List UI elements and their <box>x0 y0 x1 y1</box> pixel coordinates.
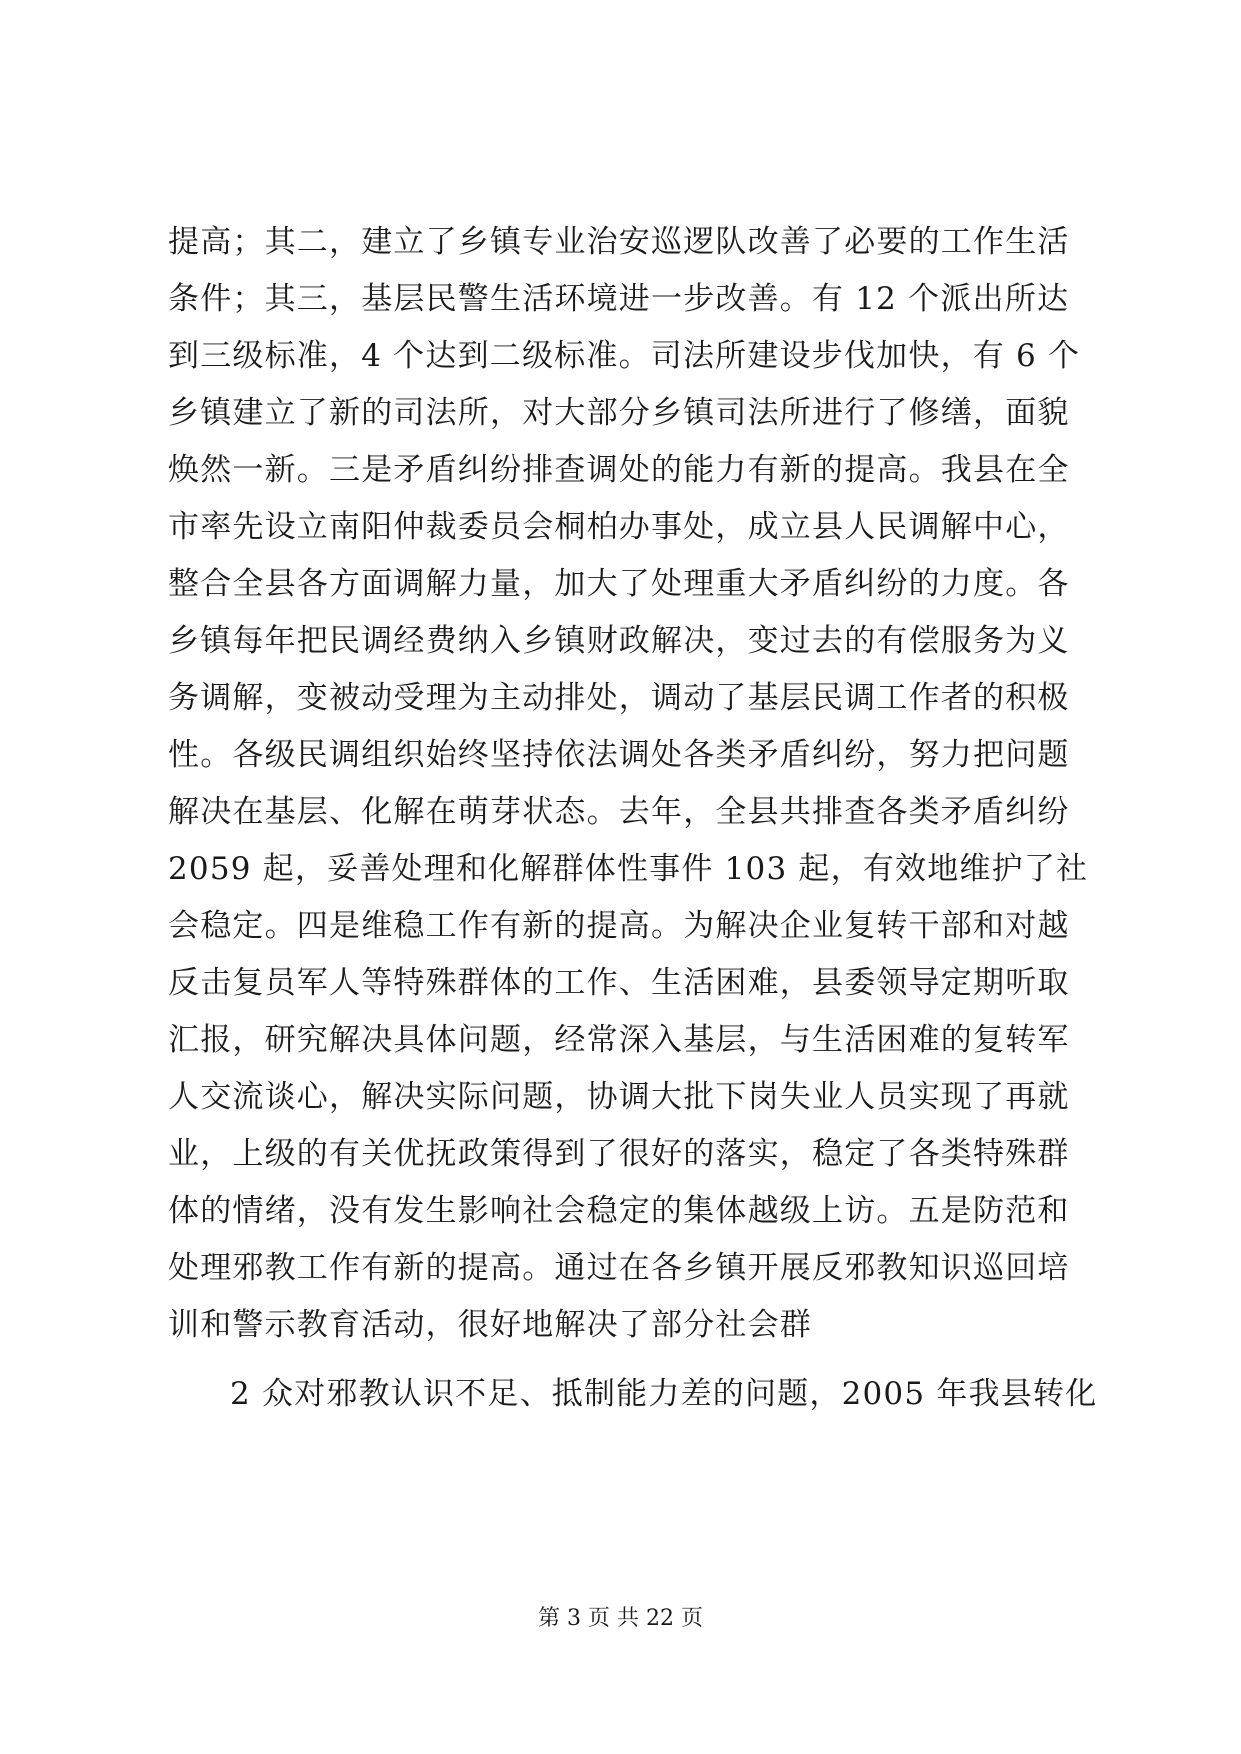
text-line: 反击复员军人等特殊群体的工作、生活困难，县委领导定期听取 <box>168 965 1070 1001</box>
text-line: 乡镇每年把民调经费纳入乡镇财政解决，变过去的有偿服务为义 <box>168 623 1070 659</box>
text-line: 整合全县各方面调解力量，加大了处理重大矛盾纠纷的力度。各 <box>168 566 1070 602</box>
text-line: 业，上级的有关优抚政策得到了很好的落实，稳定了各类特殊群 <box>168 1136 1070 1172</box>
text-line: 市率先设立南阳仲裁委员会桐柏办事处，成立县人民调解中心， <box>168 509 1070 545</box>
text-line: 体的情绪，没有发生影响社会稳定的集体越级上访。五是防范和 <box>168 1193 1070 1229</box>
text-line: 训和警示教育活动，很好地解决了部分社会群 <box>168 1307 812 1343</box>
text-line: 解决在基层、化解在萌芽状态。去年，全县共排查各类矛盾纠纷 <box>168 794 1070 830</box>
text-line: 人交流谈心，解决实际问题，协调大批下岗失业人员实现了再就 <box>168 1079 1070 1115</box>
text-line: 处理邪教工作有新的提高。通过在各乡镇开展反邪教知识巡回培 <box>168 1250 1070 1286</box>
text-line: 会稳定。四是维稳工作有新的提高。为解决企业复转干部和对越 <box>168 908 1070 944</box>
text-line: 2059 起，妥善处理和化解群体性事件 103 起，有效地维护了社 <box>168 851 1089 887</box>
text-line: 到三级标准，4 个达到二级标准。司法所建设步伐加快，有 6 个 <box>168 338 1081 374</box>
text-line: 条件；其三，基层民警生活环境进一步改善。有 12 个派出所达 <box>168 281 1070 317</box>
text-line-indented: 2 众对邪教认识不足、抵制能力差的问题，2005 年我县转化 <box>230 1376 1098 1412</box>
text-line: 焕然一新。三是矛盾纠纷排查调处的能力有新的提高。我县在全 <box>168 452 1070 488</box>
text-line: 汇报，研究解决具体问题，经常深入基层，与生活困难的复转军 <box>168 1022 1070 1058</box>
text-line: 务调解，变被动受理为主动排处，调动了基层民调工作者的积极 <box>168 680 1070 716</box>
text-line: 性。各级民调组织始终坚持依法调处各类矛盾纠纷，努力把问题 <box>168 737 1070 773</box>
page-footer: 第 3 页 共 22 页 <box>538 1606 703 1631</box>
text-line: 乡镇建立了新的司法所，对大部分乡镇司法所进行了修缮，面貌 <box>168 395 1070 431</box>
text-line: 提高；其二，建立了乡镇专业治安巡逻队改善了必要的工作生活 <box>168 224 1070 260</box>
